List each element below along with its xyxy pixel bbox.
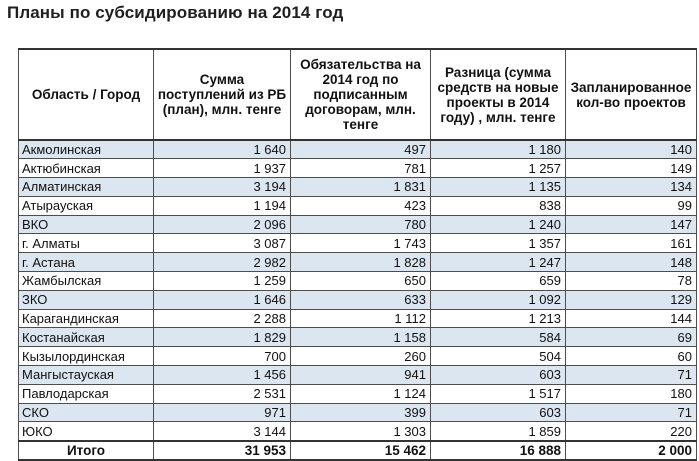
table-row <box>19 403 697 422</box>
obligations-cell: 497 <box>291 140 431 159</box>
obligations-cell: 780 <box>291 215 431 234</box>
obligations-cell: 1 303 <box>291 422 431 441</box>
total-planned-projects: 2 000 <box>566 441 697 460</box>
obligations-cell: 423 <box>291 196 431 215</box>
planned-projects-cell: 129 <box>566 290 697 309</box>
planned-projects-cell: 99 <box>566 196 697 215</box>
difference-cell: 603 <box>431 366 566 385</box>
column-header-region: Область / Город <box>19 49 154 140</box>
table-row <box>19 366 697 385</box>
planned-receipts-cell: 2 982 <box>154 253 291 272</box>
obligations-cell: 399 <box>291 403 431 422</box>
region-cell: Жамбылская <box>19 272 154 291</box>
difference-cell: 1 247 <box>431 253 566 272</box>
difference-cell: 1 092 <box>431 290 566 309</box>
planned-projects-cell: 71 <box>566 403 697 422</box>
difference-cell: 1 240 <box>431 215 566 234</box>
obligations-cell: 781 <box>291 159 431 178</box>
obligations-cell: 260 <box>291 347 431 366</box>
planned-receipts-cell: 3 194 <box>154 178 291 197</box>
region-cell: Акмолинская <box>19 140 154 159</box>
planned-receipts-cell: 3 144 <box>154 422 291 441</box>
total-obligations: 15 462 <box>291 441 431 460</box>
table-row <box>19 272 697 291</box>
planned-receipts-cell: 1 640 <box>154 140 291 159</box>
region-cell: Кызылординская <box>19 347 154 366</box>
obligations-cell: 1 112 <box>291 309 431 328</box>
region-cell: ЮКО <box>19 422 154 441</box>
table-row <box>19 178 697 197</box>
planned-projects-cell: 220 <box>566 422 697 441</box>
table-row <box>19 215 697 234</box>
region-cell: ВКО <box>19 215 154 234</box>
table-footer <box>19 441 697 460</box>
difference-cell: 504 <box>431 347 566 366</box>
subsidy-table <box>18 48 697 461</box>
obligations-cell: 1 124 <box>291 384 431 403</box>
column-header-difference: Разница (сумма средств на новые проекты в 2014 году) , млн. тенге <box>431 49 566 140</box>
table-row <box>19 196 697 215</box>
table-row <box>19 347 697 366</box>
obligations-cell: 1 828 <box>291 253 431 272</box>
obligations-cell: 650 <box>291 272 431 291</box>
region-cell: Алматинская <box>19 178 154 197</box>
planned-receipts-cell: 1 937 <box>154 159 291 178</box>
planned-receipts-cell: 1 646 <box>154 290 291 309</box>
table-row <box>19 384 697 403</box>
table-row <box>19 253 697 272</box>
planned-receipts-cell: 2 096 <box>154 215 291 234</box>
region-cell: Актюбинская <box>19 159 154 178</box>
column-header-planned-projects: Запланированное кол-во проектов <box>566 49 697 140</box>
difference-cell: 1 859 <box>431 422 566 441</box>
planned-receipts-cell: 700 <box>154 347 291 366</box>
planned-projects-cell: 147 <box>566 215 697 234</box>
region-cell: Павлодарская <box>19 384 154 403</box>
difference-cell: 584 <box>431 328 566 347</box>
region-cell: Мангыстауская <box>19 366 154 385</box>
planned-receipts-cell: 2 531 <box>154 384 291 403</box>
region-cell: Костанайская <box>19 328 154 347</box>
planned-projects-cell: 134 <box>566 178 697 197</box>
difference-cell: 1 180 <box>431 140 566 159</box>
planned-receipts-cell: 3 087 <box>154 234 291 253</box>
planned-projects-cell: 148 <box>566 253 697 272</box>
region-cell: СКО <box>19 403 154 422</box>
region-cell: Карагандинская <box>19 309 154 328</box>
obligations-cell: 1 158 <box>291 328 431 347</box>
planned-receipts-cell: 971 <box>154 403 291 422</box>
difference-cell: 1 135 <box>431 178 566 197</box>
planned-receipts-cell: 1 194 <box>154 196 291 215</box>
difference-cell: 603 <box>431 403 566 422</box>
total-label: Итого <box>19 441 154 460</box>
page-title: Планы по субсидированию на 2014 год <box>7 3 344 22</box>
planned-projects-cell: 69 <box>566 328 697 347</box>
planned-projects-cell: 149 <box>566 159 697 178</box>
region-cell: ЗКО <box>19 290 154 309</box>
table-row <box>19 234 697 253</box>
table-row <box>19 422 697 441</box>
planned-projects-cell: 71 <box>566 366 697 385</box>
table-row <box>19 328 697 347</box>
difference-cell: 838 <box>431 196 566 215</box>
table-body <box>19 140 697 441</box>
table-row <box>19 159 697 178</box>
obligations-cell: 941 <box>291 366 431 385</box>
planned-projects-cell: 140 <box>566 140 697 159</box>
region-cell: г. Алматы <box>19 234 154 253</box>
obligations-cell: 1 831 <box>291 178 431 197</box>
planned-receipts-cell: 1 259 <box>154 272 291 291</box>
obligations-cell: 1 743 <box>291 234 431 253</box>
planned-receipts-cell: 2 288 <box>154 309 291 328</box>
planned-receipts-cell: 1 456 <box>154 366 291 385</box>
table-row <box>19 290 697 309</box>
difference-cell: 1 357 <box>431 234 566 253</box>
difference-cell: 1 213 <box>431 309 566 328</box>
table-row <box>19 309 697 328</box>
table-header <box>19 49 697 140</box>
planned-projects-cell: 161 <box>566 234 697 253</box>
region-cell: Атырауская <box>19 196 154 215</box>
planned-projects-cell: 180 <box>566 384 697 403</box>
obligations-cell: 633 <box>291 290 431 309</box>
total-row <box>19 441 697 460</box>
column-header-obligations: Обязательства на 2014 год по подписанным договорам, млн. тенге <box>291 49 431 140</box>
difference-cell: 1 517 <box>431 384 566 403</box>
difference-cell: 1 257 <box>431 159 566 178</box>
planned-projects-cell: 144 <box>566 309 697 328</box>
region-cell: г. Астана <box>19 253 154 272</box>
total-difference: 16 888 <box>431 441 566 460</box>
table-row <box>19 140 697 159</box>
planned-projects-cell: 78 <box>566 272 697 291</box>
column-header-planned-receipts: Сумма поступлений из РБ (план), млн. тенге <box>154 49 291 140</box>
difference-cell: 659 <box>431 272 566 291</box>
planned-projects-cell: 60 <box>566 347 697 366</box>
planned-receipts-cell: 1 829 <box>154 328 291 347</box>
total-planned-receipts: 31 953 <box>154 441 291 460</box>
